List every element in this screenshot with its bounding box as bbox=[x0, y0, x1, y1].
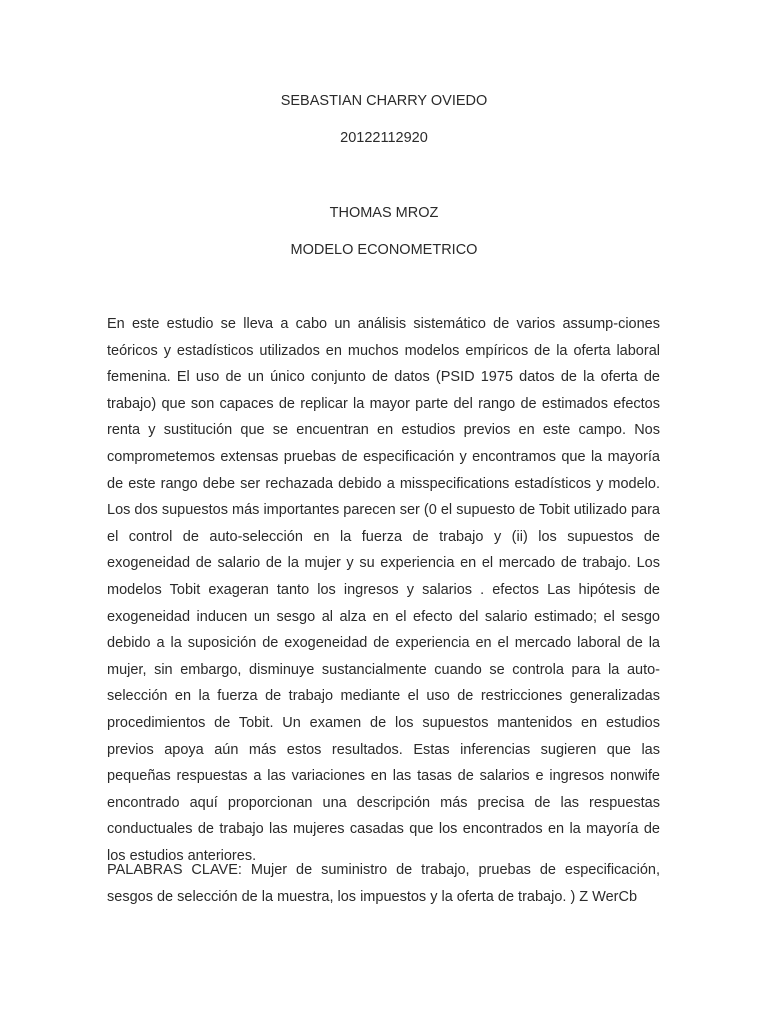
student-id: 20122112920 bbox=[340, 130, 428, 146]
author-name: SEBASTIAN CHARRY OVIEDO bbox=[280, 93, 488, 109]
keywords-paragraph: PALABRAS CLAVE: Mujer de suministro de trabajo, pruebas de especificación, sesgos de selección de la muestra, los impuestos y la oferta de trabajo. ) Z WerCb bbox=[107, 862, 660, 905]
reference-author: THOMAS MROZ bbox=[329, 205, 439, 221]
document-title: MODELO ECONOMETRICO bbox=[290, 242, 478, 258]
abstract-paragraph: En este estudio se lleva a cabo un análisis sistemático de varios assump-ciones teóricos y estadísticos utilizados en muchos modelos empíricos de la oferta laboral femenina. El uso de un único conjunto de datos (PSID 1975 datos de la oferta de trabajo) que son capaces de replicar la mayor parte del rango de estimados efectos renta y sustitución que se encuentran en estudios previos en este campo. Nos comprometemos extensas pruebas de especificación y encontramos que la mayoría de este rango debe ser rechazada debido a misspecifications estadísticos y modelo. Los dos supuestos más importantes parecen ser (0 el supuesto de Tobit utilizado para el control de auto-selección en la fuerza de trabajo y (ii) los supuestos de exogeneidad de salario de la mujer y su experiencia en el mercado de trabajo. Los modelos Tobit exageran tanto los ingresos y salarios . efectos Las hipótesis de exogeneidad inducen un sesgo al alza en el efecto del salario estimado; el sesgo debido a la suposición de exogeneidad de experiencia en el mercado laboral de la mujer, sin embargo, disminuye sustancialmente cuando se controla para la auto-selección en la fuerza de trabajo mediante el uso de restricciones generalizadas procedimientos de Tobit. Un examen de los supuestos mantenidos en estudios previos apoya aún más estos resultados. Estas inferencias sugieren que las pequeñas respuestas a las variaciones en las tasas de salarios e ingresos nonwife encontrado aquí proporcionan una descripción más precisa de las respuestas conductuales de trabajo las mujeres casadas que los encontrados en la mayoría de los estudios anteriores. bbox=[107, 316, 660, 864]
